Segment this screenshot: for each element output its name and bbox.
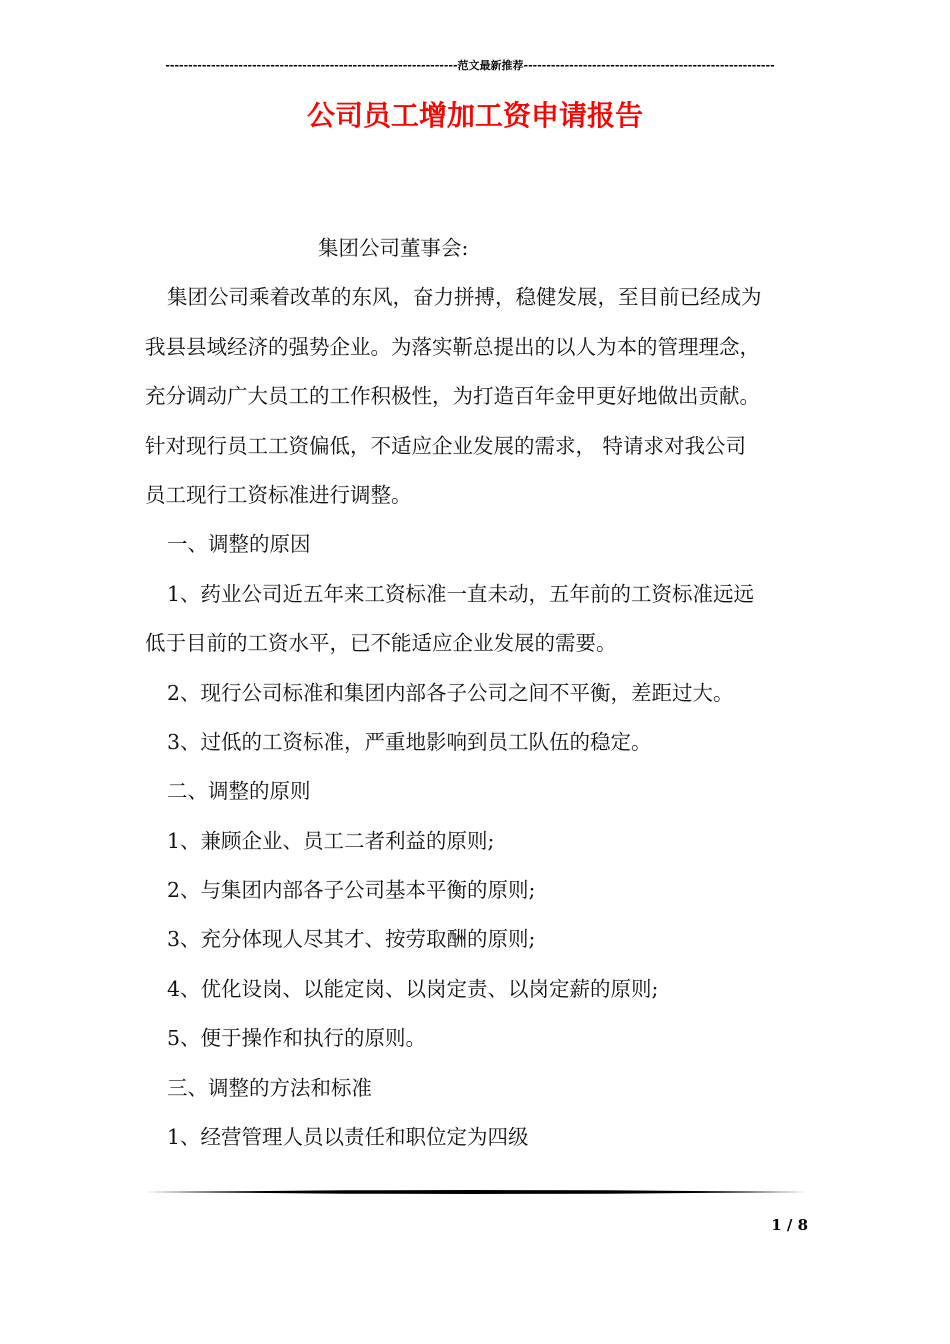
list-item: 1、药业公司近五年来工资标准一直未动，五年前的工资标准远远 bbox=[167, 581, 755, 606]
paragraph-line: 针对现行员工工资偏低，不适应企业发展的需求， 特请求对我公司 bbox=[145, 433, 747, 458]
paragraph-line: 集团公司乘着改革的东风，奋力拼搏，稳健发展，至目前已经成为 bbox=[167, 285, 762, 310]
list-item: 2、现行公司标准和集团内部各子公司之间不平衡，差距过大。 bbox=[167, 680, 734, 705]
list-item: 2、与集团内部各子公司基本平衡的原则; bbox=[167, 878, 536, 903]
list-item: 5、便于操作和执行的原则。 bbox=[167, 1026, 427, 1051]
section-heading: 三、调整的方法和标准 bbox=[167, 1075, 372, 1100]
list-item: 1、经营管理人员以责任和职位定为四级 bbox=[167, 1125, 529, 1150]
list-item-continuation: 低于目前的工资水平，已不能适应企业发展的需要。 bbox=[145, 631, 617, 656]
list-item: 3、过低的工资标准，严重地影响到员工队伍的稳定。 bbox=[167, 729, 652, 754]
list-item: 3、充分体现人尽其才、按劳取酬的原则; bbox=[167, 927, 536, 952]
document-body bbox=[145, 224, 810, 1162]
document-title: 公司员工增加工资申请报告 bbox=[306, 99, 643, 132]
page-header-banner: ----------------------------------------------------------------范文最新推荐------------------------------------------------------- bbox=[165, 59, 775, 72]
paragraph-line: 员工现行工资标准进行调整。 bbox=[145, 482, 412, 507]
page-number: 1 / 8 bbox=[771, 1216, 808, 1234]
paragraph-line: 充分调动广大员工的工作积极性，为打造百年金甲更好地做出贡献。 bbox=[145, 384, 760, 409]
salutation: 集团公司董事会: bbox=[318, 236, 469, 260]
paragraph-line: 我县县域经济的强势企业。为落实靳总提出的以人为本的管理理念， bbox=[145, 334, 760, 359]
section-heading: 一、调整的原因 bbox=[167, 532, 311, 557]
list-item: 1、兼顾企业、员工二者利益的原则; bbox=[167, 828, 495, 853]
list-item: 4、优化设岗、以能定岗、以岗定责、以岗定薪的原则; bbox=[167, 976, 659, 1001]
footer-divider bbox=[145, 1190, 807, 1194]
section-heading: 二、调整的原则 bbox=[167, 779, 311, 804]
